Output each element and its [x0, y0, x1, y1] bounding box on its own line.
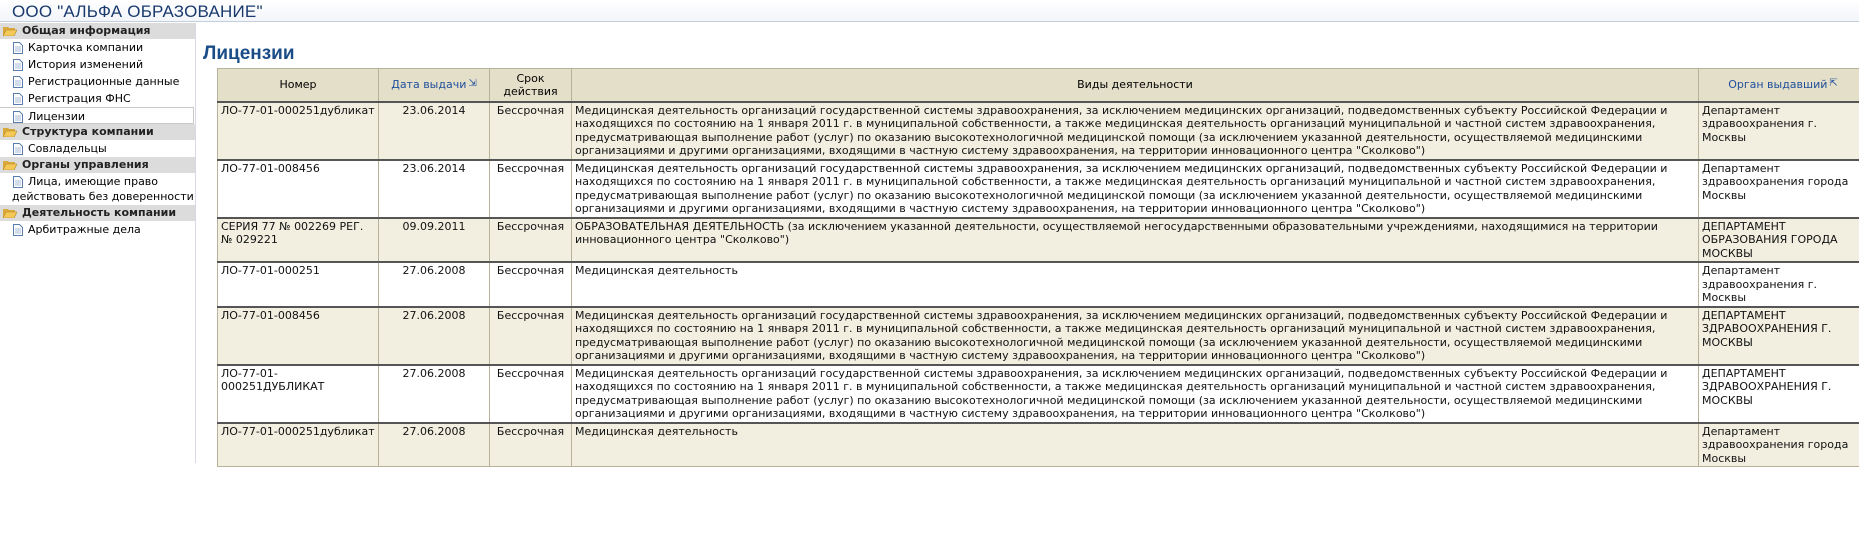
- sidebar-item-label: Арбитражные дела: [28, 223, 141, 236]
- cell-activity: Медицинская деятельность организаций государственной системы здравоохранения, за исключением медицинских организаций, подведомственных субъекту Российской Федерации и находящихся по состоянию на 1 января 2011 г. в муниципальной собственности, а также медицинская деятельность организаций муниципальной и частной систем здравоохранения, предусматривающая выполнение работ (услуг) по оказанию высокотехнологичной медицинской помощи (за исключением указанной деятельности, осуществляемой медицинскими организациями и другими организациями, входящими в частную систему здравоохранения, на территории инновационного центра "Сколково"): [572, 307, 1699, 365]
- document-icon: [13, 93, 23, 105]
- sidebar-item-company-card[interactable]: [0, 39, 195, 56]
- cell-issuer: ДЕПАРТАМЕНТ ЗДРАВООХРАНЕНИЯ Г. МОСКВЫ: [1699, 365, 1859, 423]
- document-icon: [13, 76, 23, 88]
- sidebar-section-general[interactable]: [0, 23, 195, 39]
- cell-date: 27.06.2008: [379, 307, 490, 365]
- sidebar-item-arbitration[interactable]: [0, 221, 195, 238]
- sidebar-item-fns[interactable]: [0, 90, 195, 107]
- cell-term: Бессрочная: [490, 218, 572, 263]
- cell-issuer: Департамент здравоохранения города Москвы: [1699, 423, 1859, 467]
- sidebar-item-authorized-persons[interactable]: [0, 173, 195, 205]
- folder-open-icon: [3, 127, 17, 137]
- cell-number: ЛО-77-01-000251дубликат: [218, 423, 379, 467]
- sidebar-item-label: Карточка компании: [28, 41, 144, 54]
- folder-open-icon: [3, 208, 17, 218]
- cell-term: Бессрочная: [490, 160, 572, 218]
- sidebar-item-history[interactable]: [0, 56, 195, 73]
- cell-activity: Медицинская деятельность: [572, 262, 1699, 307]
- cell-term: Бессрочная: [490, 262, 572, 307]
- sidebar-item-registration[interactable]: [0, 73, 195, 90]
- cell-issuer: Департамент здравоохранения города Москвы: [1699, 160, 1859, 218]
- sidebar-section-label: Деятельность компании: [22, 206, 177, 219]
- sidebar-item-label: Регистрационные данные: [28, 75, 180, 88]
- company-title: ООО "АЛЬФА ОБРАЗОВАНИЕ": [12, 2, 263, 21]
- table-row: [218, 160, 1859, 218]
- column-header-term: [490, 69, 572, 102]
- table-row: [218, 102, 1859, 160]
- column-header-number: [218, 69, 379, 102]
- column-header-activity: [572, 69, 1699, 102]
- cell-issuer: ДЕПАРТАМЕНТ ОБРАЗОВАНИЯ ГОРОДА МОСКВЫ: [1699, 218, 1859, 263]
- cell-term: Бессрочная: [490, 102, 572, 160]
- column-header-label: Срок действия: [503, 71, 558, 98]
- cell-date: 27.06.2008: [379, 365, 490, 423]
- sidebar-section-label: Общая информация: [22, 24, 151, 37]
- sort-arrow-icon: ⇲: [468, 78, 477, 90]
- cell-issuer: Департамент здравоохранения г. Москвы: [1699, 102, 1859, 160]
- document-icon: [13, 111, 23, 123]
- cell-date: 23.06.2014: [379, 160, 490, 218]
- sidebar-item-owners[interactable]: [0, 140, 195, 157]
- document-icon: [13, 176, 23, 188]
- table-row: [218, 423, 1859, 467]
- sidebar-section-management[interactable]: [0, 157, 195, 173]
- column-header-label: Виды деятельности: [1077, 78, 1193, 92]
- cell-issuer: Департамент здравоохранения г. Москвы: [1699, 262, 1859, 307]
- sidebar-section-activity[interactable]: [0, 205, 195, 221]
- sidebar-item-label: Регистрация ФНС: [28, 92, 131, 105]
- page-title: Лицензии: [203, 43, 295, 64]
- table-header-row: [218, 69, 1859, 102]
- sidebar-section-structure[interactable]: [0, 124, 195, 140]
- licenses-table: [217, 68, 1859, 467]
- cell-activity: Медицинская деятельность организаций государственной системы здравоохранения, за исключением медицинских организаций, подведомственных субъекту Российской Федерации и находящихся по состоянию на 1 января 2011 г. в муниципальной собственности, а также медицинская деятельность организаций муниципальной и частной систем здравоохранения, предусматривающая выполнение работ (услуг) по оказанию высокотехнологичной медицинской помощи (за исключением указанной деятельности, осуществляемой медицинскими организациями и другими организациями, входящими в частную систему здравоохранения, на территории инновационного центра "Сколково"): [572, 365, 1699, 423]
- cell-activity: Медицинская деятельность организаций государственной системы здравоохранения, за исключением медицинских организаций, подведомственных субъекту Российской Федерации и находящихся по состоянию на 1 января 2011 г. в муниципальной собственности, а также медицинская деятельность организаций муниципальной и частной систем здравоохранения, предусматривающая выполнение работ (услуг) по оказанию высокотехнологичной медицинской помощи (за исключением указанной деятельности, осуществляемой медицинскими организациями и другими организациями, входящими в частную систему здравоохранения, на территории инновационного центра "Сколково"): [572, 102, 1699, 160]
- sidebar-item-label: Лицензии: [28, 110, 86, 123]
- sidebar-item-label-line2: действовать без доверенности: [12, 190, 194, 203]
- cell-term: Бессрочная: [490, 307, 572, 365]
- column-header-issuer[interactable]: [1699, 69, 1859, 102]
- cell-date: 23.06.2014: [379, 102, 490, 160]
- cell-number: ЛО-77-01-008456: [218, 160, 379, 218]
- column-header-label: Номер: [279, 78, 317, 92]
- table-row: [218, 262, 1859, 307]
- column-header-label: Дата выдачи: [391, 78, 467, 92]
- document-icon: [13, 143, 23, 155]
- table-row: [218, 365, 1859, 423]
- app-title-bar: [0, 0, 1859, 22]
- cell-issuer: ДЕПАРТАМЕНТ ЗДРАВООХРАНЕНИЯ Г. МОСКВЫ: [1699, 307, 1859, 365]
- sidebar-item-licenses[interactable]: [0, 107, 194, 124]
- sidebar-section-label: Органы управления: [22, 158, 149, 171]
- cell-activity: ОБРАЗОВАТЕЛЬНАЯ ДЕЯТЕЛЬНОСТЬ (за исключением указанной деятельности, осуществляемой негосударственными образовательными учреждениями, находящимися на территории инновационного центра "Сколково"): [572, 218, 1699, 263]
- cell-number: ЛО-77-01-000251: [218, 262, 379, 307]
- sidebar: [0, 23, 196, 463]
- cell-term: Бессрочная: [490, 423, 572, 467]
- sidebar-item-label: Лица, имеющие право: [28, 175, 159, 188]
- cell-date: 27.06.2008: [379, 262, 490, 307]
- cell-activity: Медицинская деятельность организаций государственной системы здравоохранения, за исключением медицинских организаций, подведомственных субъекту Российской Федерации и находящихся по состоянию на 1 января 2011 г. в муниципальной собственности, а также медицинская деятельность организаций муниципальной и частной систем здравоохранения, предусматривающая выполнение работ (услуг) по оказанию высокотехнологичной медицинской помощи (за исключением указанной деятельности, осуществляемой медицинскими организациями и другими организациями, входящими в частную систему здравоохранения, на территории инновационного центра "Сколково"): [572, 160, 1699, 218]
- cell-date: 27.06.2008: [379, 423, 490, 467]
- cell-number: СЕРИЯ 77 № 002269 РЕГ. № 029221: [218, 218, 379, 263]
- sidebar-item-label: Совладельцы: [28, 142, 107, 155]
- folder-open-icon: [3, 160, 17, 170]
- cell-number: ЛО-77-01-000251ДУБЛИКАТ: [218, 365, 379, 423]
- column-header-label: Орган выдавший: [1728, 78, 1828, 92]
- document-icon: [13, 224, 23, 236]
- cell-term: Бессрочная: [490, 365, 572, 423]
- document-icon: [13, 59, 23, 71]
- document-icon: [13, 42, 23, 54]
- sort-arrow-icon: ⇱: [1829, 78, 1838, 90]
- table-row: [218, 218, 1859, 263]
- sidebar-section-label: Структура компании: [22, 125, 154, 138]
- folder-open-icon: [3, 26, 17, 36]
- column-header-date[interactable]: [379, 69, 490, 102]
- table-row: [218, 307, 1859, 365]
- cell-number: ЛО-77-01-000251дубликат: [218, 102, 379, 160]
- cell-date: 09.09.2011: [379, 218, 490, 263]
- cell-number: ЛО-77-01-008456: [218, 307, 379, 365]
- cell-activity: Медицинская деятельность: [572, 423, 1699, 467]
- sidebar-item-label: История изменений: [28, 58, 144, 71]
